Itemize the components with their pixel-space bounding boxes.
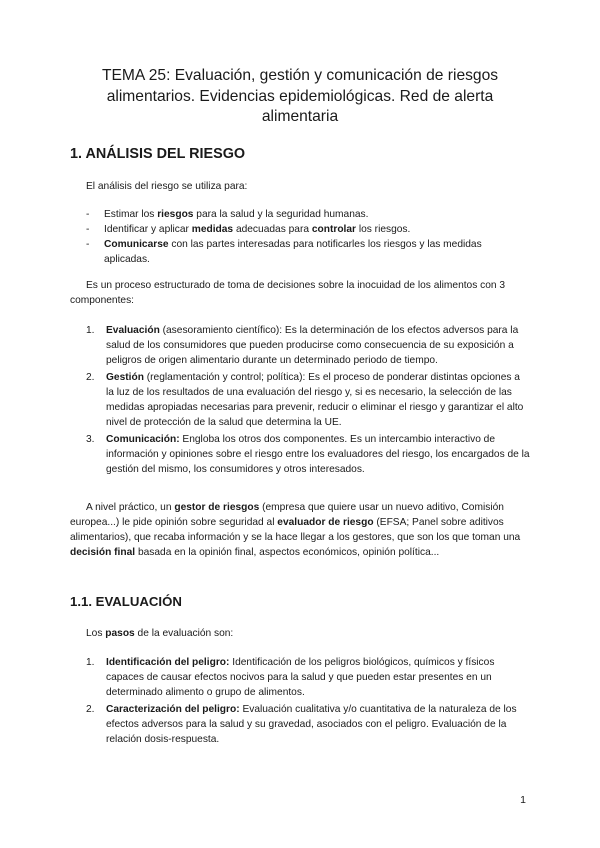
uses-list (86, 207, 526, 267)
list-item: 2. Gestión (reglamentación y control; política): Es el proceso de ponderar distintas opciones a la luz de los resultados de una evaluación del riesgo y, si es necesario, la selección de las medidas apropiadas necesarias para prevenir, reducir o eliminar el riesgo y garantizar el alto nivel de protección de la salud que determina la UE. (86, 372, 524, 428)
list-item: - Identificar y aplicar medidas adecuadas para controlar los riesgos. (86, 224, 411, 235)
document-title: TEMA 25: Evaluación, gestión y comunicación de riesgos alimentarios. Evidencias epidemiológicas. Red de alerta alimentaria (101, 67, 499, 125)
list-item: - Estimar los riesgos para la salud y la seguridad humanas. (86, 209, 369, 220)
list-item: 1. Evaluación (asesoramiento científico): Es la determinación de los efectos adversos para la salud de los consumidores que pueden producirse como consecuencia de su exposición a peligros de origen alimentario durante un determinado periodo de tiempo. (86, 325, 519, 366)
section-intro: El análisis del riesgo se utiliza para: (86, 181, 248, 192)
list-item: - Comunicarse con las partes interesadas para notificarles los riesgos y las medidas aplicadas. (86, 239, 482, 265)
list-item: 2. Caracterización del peligro: Evaluación cualitativa y/o cuantitativa de la naturaleza de los efectos adversos para la salud y su gravedad, asociados con el peligro. Evaluación de la relación dosis-respuesta. (86, 704, 517, 745)
list-item: 3. Comunicación: Engloba los otros dos componentes. Es un intercambio interactivo de información y opiniones sobre el riesgo entre los evaluadores del riesgo, los encargados de la gestión del mismo, los consumidores y otros interesados. (86, 434, 530, 475)
list-item: 1. Identificación del peligro: Identificación de los peligros biológicos, químicos y físicos capaces de causar efectos nocivos para la salud y que pueden estar presentes en un determinado alimento o grupo de alimentos. (86, 657, 495, 698)
page-number: 1 (520, 794, 526, 806)
practice-paragraph: A nivel práctico, un gestor de riesgos (empresa que quiere usar un nuevo aditivo, Comisión europea...) le pide opinión sobre seguridad al evaluador de riesgo (EFSA; Panel sobre aditivos alimentarios), que recaba información y se la hace llegar a los gestores, que son los que toman una decisión final basada en la opinión final, aspectos económicos, opinión política... (70, 502, 521, 558)
process-paragraph: Es un proceso estructurado de toma de decisiones sobre la inocuidad de los alimentos con 3 componentes: (70, 280, 506, 306)
section-heading-evaluacion: 1.1. EVALUACIÓN (70, 594, 182, 609)
section-heading-analisis: 1. ANÁLISIS DEL RIESGO (70, 146, 246, 162)
steps-list (86, 655, 530, 749)
components-list (86, 323, 530, 479)
steps-intro: Los pasos de la evaluación son: (86, 628, 234, 639)
